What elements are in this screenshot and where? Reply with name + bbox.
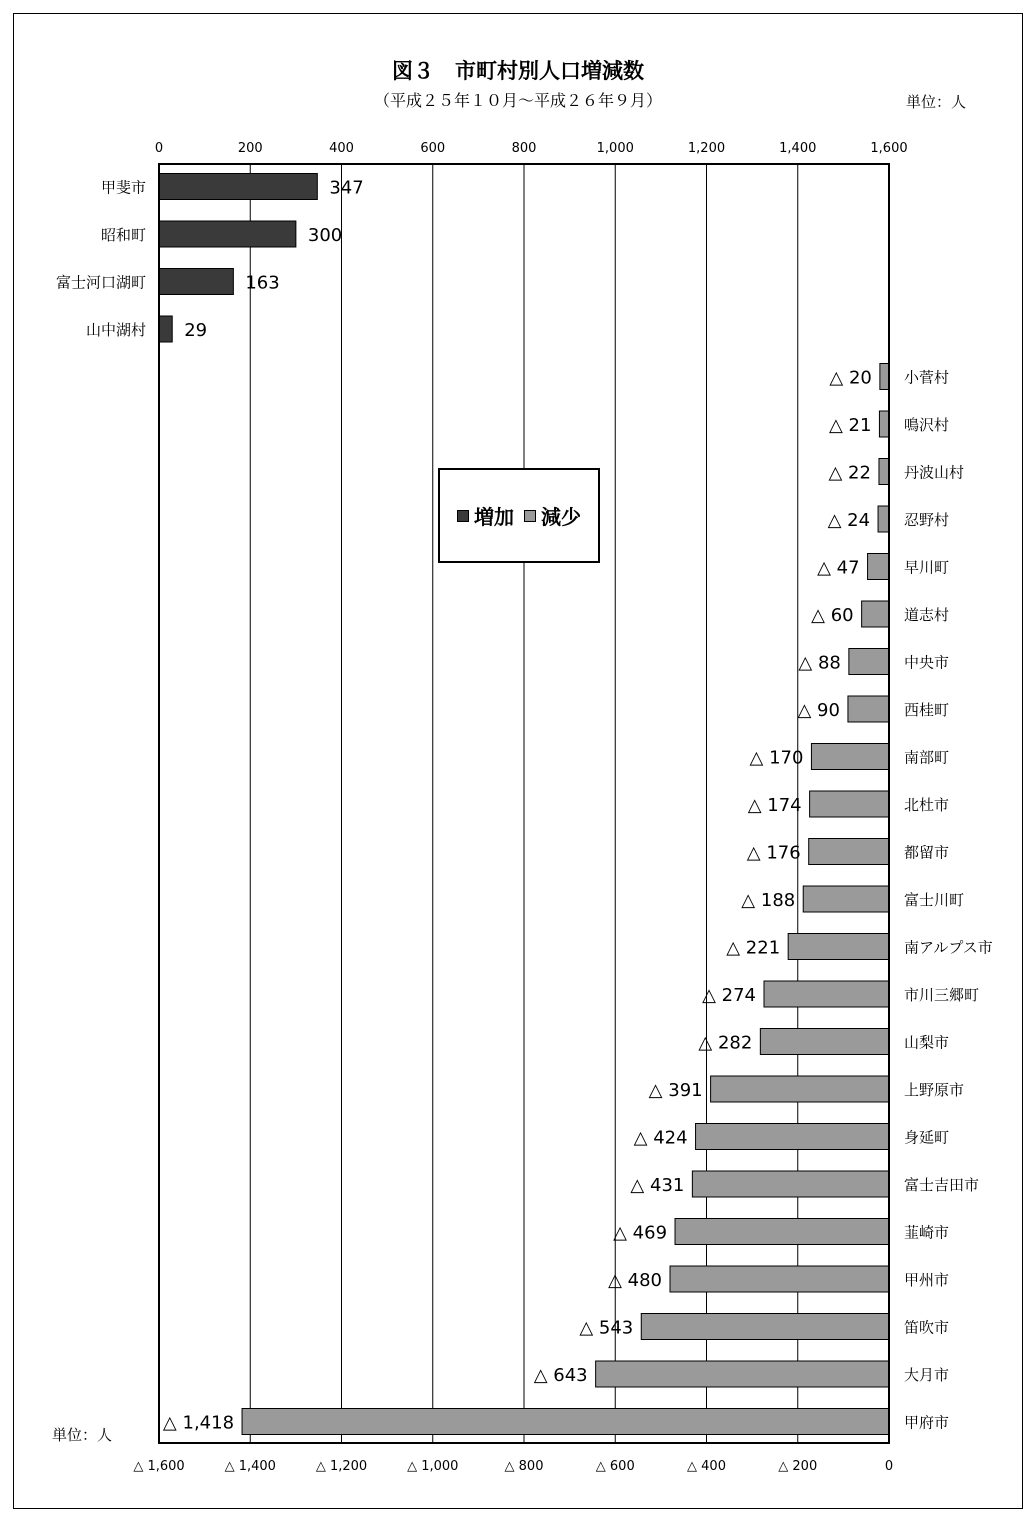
decrease-bar [596, 1361, 889, 1387]
category-label: 上野原市 [904, 1081, 965, 1099]
decrease-value-label: △ 88 [798, 652, 841, 674]
bottom-tick-label: △ 1,000 [407, 1459, 459, 1474]
legend-label-increase: 増加 [474, 505, 514, 529]
top-tick-label: 200 [237, 141, 263, 156]
chart-legend [438, 468, 600, 563]
increase-bar [159, 174, 317, 200]
category-label: 身延町 [904, 1128, 950, 1147]
bottom-tick-label: △ 600 [595, 1459, 635, 1474]
decrease-value-label: △ 274 [702, 985, 756, 1006]
decrease-bar [760, 1029, 889, 1055]
legend-item-decrease [524, 501, 581, 530]
bottom-tick-label: △ 1,400 [224, 1459, 276, 1474]
decrease-value-label: △ 21 [828, 415, 872, 436]
category-label: 笛吹市 [904, 1318, 950, 1337]
decrease-bar [880, 364, 889, 390]
category-label: 韮崎市 [904, 1223, 950, 1242]
decrease-value-label: △ 90 [797, 700, 840, 721]
top-tick-label: 400 [329, 141, 354, 156]
increase-bar [159, 269, 233, 295]
category-label: 南アルプス市 [904, 938, 993, 957]
decrease-bar [879, 459, 889, 485]
decrease-value-label: △ 480 [608, 1270, 662, 1291]
category-label: 大月市 [904, 1366, 950, 1384]
top-tick-label: 800 [511, 141, 537, 156]
decrease-value-label: △ 424 [633, 1127, 688, 1149]
decrease-bar [692, 1171, 889, 1197]
decrease-value-label: △ 1,418 [162, 1412, 235, 1434]
decrease-value-label: △ 24 [827, 510, 871, 531]
legend-label-decrease: 減少 [541, 505, 581, 529]
category-label: 早川町 [904, 558, 950, 577]
decrease-bar [764, 981, 889, 1007]
category-label: 山梨市 [904, 1033, 950, 1052]
bottom-tick-label: △ 400 [687, 1459, 726, 1474]
category-label: 鳴沢村 [904, 416, 950, 434]
category-label: 南部町 [904, 748, 950, 767]
category-label: 富士川町 [904, 891, 965, 909]
decrease-bar [809, 839, 889, 865]
category-label: 西桂町 [904, 701, 950, 719]
decrease-value-label: △ 282 [698, 1032, 753, 1054]
increase-value-label: 163 [245, 272, 280, 294]
unit-label-top: 単位：人 [906, 93, 967, 111]
category-label: 北杜市 [904, 796, 950, 814]
decrease-bar [868, 554, 889, 580]
decrease-value-label: △ 188 [741, 890, 796, 911]
category-label: 山中湖村 [85, 321, 146, 339]
increase-bar [159, 316, 172, 342]
decrease-value-label: △ 543 [579, 1317, 634, 1339]
decrease-bar [242, 1409, 889, 1435]
decrease-bar [849, 649, 889, 675]
decrease-bar [810, 791, 889, 817]
top-tick-label: 1,600 [870, 141, 908, 156]
legend-swatch-increase [457, 510, 469, 522]
decrease-bar [878, 506, 889, 532]
decrease-bar [788, 934, 889, 960]
decrease-bar [811, 744, 889, 770]
decrease-value-label: △ 60 [811, 605, 854, 626]
decrease-value-label: △ 431 [630, 1175, 685, 1196]
decrease-value-label: △ 20 [829, 367, 872, 389]
increase-bar [159, 221, 296, 247]
bottom-tick-label: △ 800 [504, 1459, 544, 1474]
category-label: 丹波山村 [904, 463, 965, 482]
decrease-value-label: △ 176 [746, 842, 801, 864]
decrease-bar [641, 1314, 889, 1340]
top-tick-label: 1,400 [779, 141, 817, 156]
decrease-value-label: △ 170 [749, 747, 804, 769]
increase-value-label: 347 [329, 177, 364, 199]
chart-title: 図３ 市町村別人口増減数 [392, 59, 644, 83]
decrease-value-label: △ 22 [828, 462, 871, 484]
increase-value-label: 29 [184, 320, 208, 341]
legend-swatch-decrease [524, 510, 536, 522]
bottom-tick-label: 0 [884, 1459, 894, 1474]
category-label: 中央市 [904, 653, 950, 672]
decrease-bar [711, 1076, 889, 1102]
category-label: 忍野村 [904, 511, 950, 529]
category-label: 甲州市 [904, 1271, 950, 1289]
decrease-bar [670, 1266, 889, 1292]
top-tick-label: 600 [420, 141, 446, 156]
decrease-bar [848, 696, 889, 722]
category-label: 甲斐市 [100, 178, 146, 197]
bottom-tick-label: △ 200 [778, 1459, 818, 1474]
decrease-value-label: △ 221 [726, 937, 781, 959]
decrease-value-label: △ 643 [533, 1365, 588, 1386]
category-label: 都留市 [904, 843, 950, 862]
legend-item-increase [457, 501, 514, 530]
decrease-value-label: △ 469 [613, 1222, 668, 1244]
decrease-bar [803, 886, 889, 912]
decrease-bar [675, 1219, 889, 1245]
category-label: 小菅村 [904, 368, 950, 387]
bottom-tick-label: △ 1,200 [315, 1459, 368, 1474]
increase-value-label: 300 [307, 225, 343, 246]
top-tick-label: 1,000 [596, 141, 634, 156]
category-label: 富士河口湖町 [55, 273, 146, 292]
category-label: 甲府市 [904, 1413, 950, 1432]
decrease-value-label: △ 47 [817, 557, 860, 579]
decrease-bar [879, 411, 889, 437]
category-label: 昭和町 [100, 226, 146, 244]
category-label: 富士吉田市 [904, 1176, 980, 1194]
decrease-bar [696, 1124, 889, 1150]
bottom-tick-label: △ 1,600 [133, 1459, 185, 1474]
top-tick-label: 1,200 [687, 141, 726, 156]
unit-label-bottom: 単位：人 [52, 1426, 113, 1444]
top-tick-label: 0 [154, 141, 164, 156]
decrease-bar [862, 601, 889, 627]
chart-subtitle: （平成２５年１０月～平成２６年９月） [373, 91, 662, 110]
decrease-value-label: △ 174 [747, 795, 802, 816]
category-label: 市川三郷町 [904, 986, 980, 1004]
category-label: 道志村 [904, 606, 950, 624]
decrease-value-label: △ 391 [648, 1080, 703, 1101]
